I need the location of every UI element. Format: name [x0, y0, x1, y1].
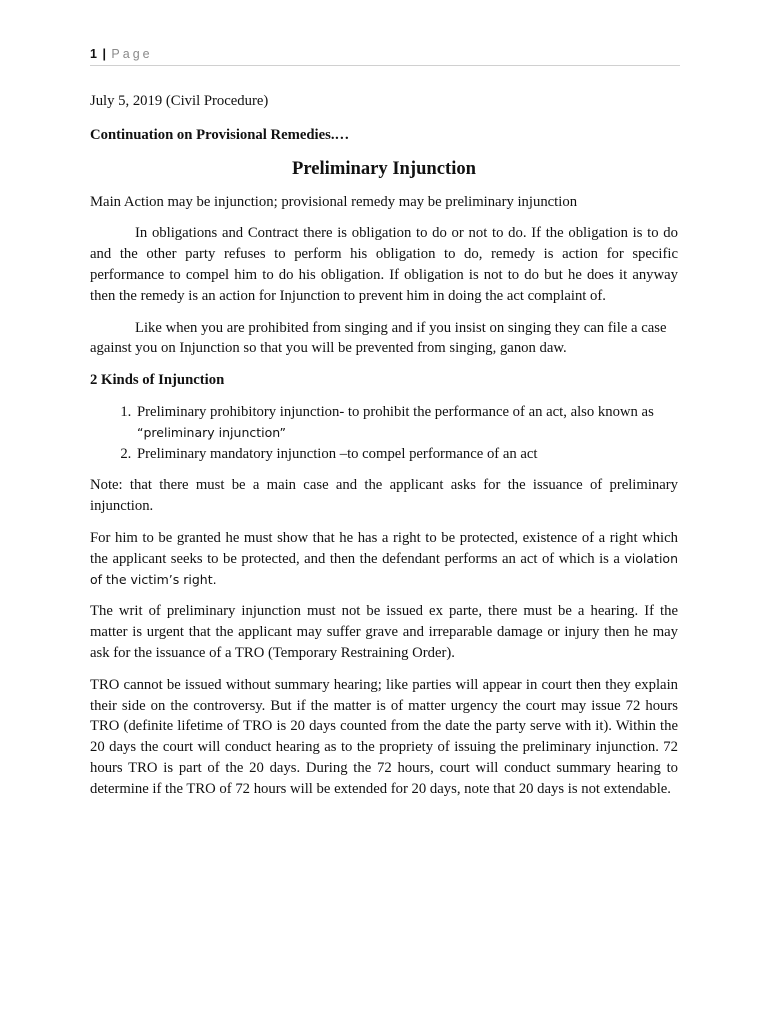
paragraph-granted-text: For him to be granted he must show that he has a right to be protected, existence of a right which the applicant seeks to be protected, and then the defendant performs an act of which is a	[90, 529, 678, 567]
paragraph-granted	[90, 528, 678, 590]
page-header	[90, 46, 680, 66]
kinds-heading: 2 Kinds of Injunction	[90, 372, 225, 389]
subheading: Continuation on Provisional Remedies.…	[90, 126, 350, 143]
paragraph-writ: The writ of preliminary injunction must not be issued ex parte, there must be a hearing. If the matter is urgent that the applicant may suffer grave and irreparable damage or injury then he may ask for the issuance of a TRO (Temporary Restraining Order).	[90, 603, 678, 661]
paragraph-tro: TRO cannot be issued without summary hearing; like parties will appear in court then they explain their side on the controversy. But if the matter is of matter urgency the court may issue 72 hours TRO (definite lifetime of TRO is 20 days counted from the date the party serve with it). Within the 20 days the court will conduct hearing as to the propriety of issuing the preliminary injunction. 72 hours TRO is part of the 20 days. During the 72 hours, court will conduct summary hearing to determine if the TRO of 72 hours will be extended for 20 days, note that 20 days is not extendable.	[90, 676, 678, 797]
list-item-text: Preliminary prohibitory injunction- to prohibit the performance of an act, also known as	[137, 403, 654, 420]
list-item-text: Preliminary mandatory injunction –to compel performance of an act	[137, 445, 538, 462]
page-label: Page	[111, 47, 153, 61]
header-separator: |	[102, 47, 106, 61]
list-item	[135, 444, 678, 465]
paragraph-main-action: Main Action may be injunction; provisional remedy may be preliminary injunction	[90, 193, 578, 210]
date-line: July 5, 2019 (Civil Procedure)	[90, 93, 269, 109]
page-number: 1	[90, 47, 97, 61]
paragraph-obligations: In obligations and Contract there is obligation to do or not to do. If the obligation is to do and the other party refuses to perform his obligation to do, remedy is action for specific performance to compel him to do his obligation. If obligation is not to do but he does it anyway then the remedy is an action for Injunction to prevent him in doing the act complaint of.	[90, 225, 678, 304]
paragraph-granted-tail: violation of the victim’s right.	[90, 550, 678, 587]
document-title: Preliminary Injunction	[291, 157, 477, 179]
list-item-quote: “preliminary injunction”	[137, 424, 286, 440]
kinds-list	[90, 402, 678, 464]
paragraph-note: Note: that there must be a main case and the applicant asks for the issuance of preliminary injunction.	[90, 477, 678, 515]
list-item	[135, 402, 678, 444]
document-body	[90, 91, 678, 811]
paragraph-example: Like when you are prohibited from singing and if you insist on singing they can file a case against you on Injunction so that you will be prevented from singing, ganon daw.	[90, 319, 667, 357]
